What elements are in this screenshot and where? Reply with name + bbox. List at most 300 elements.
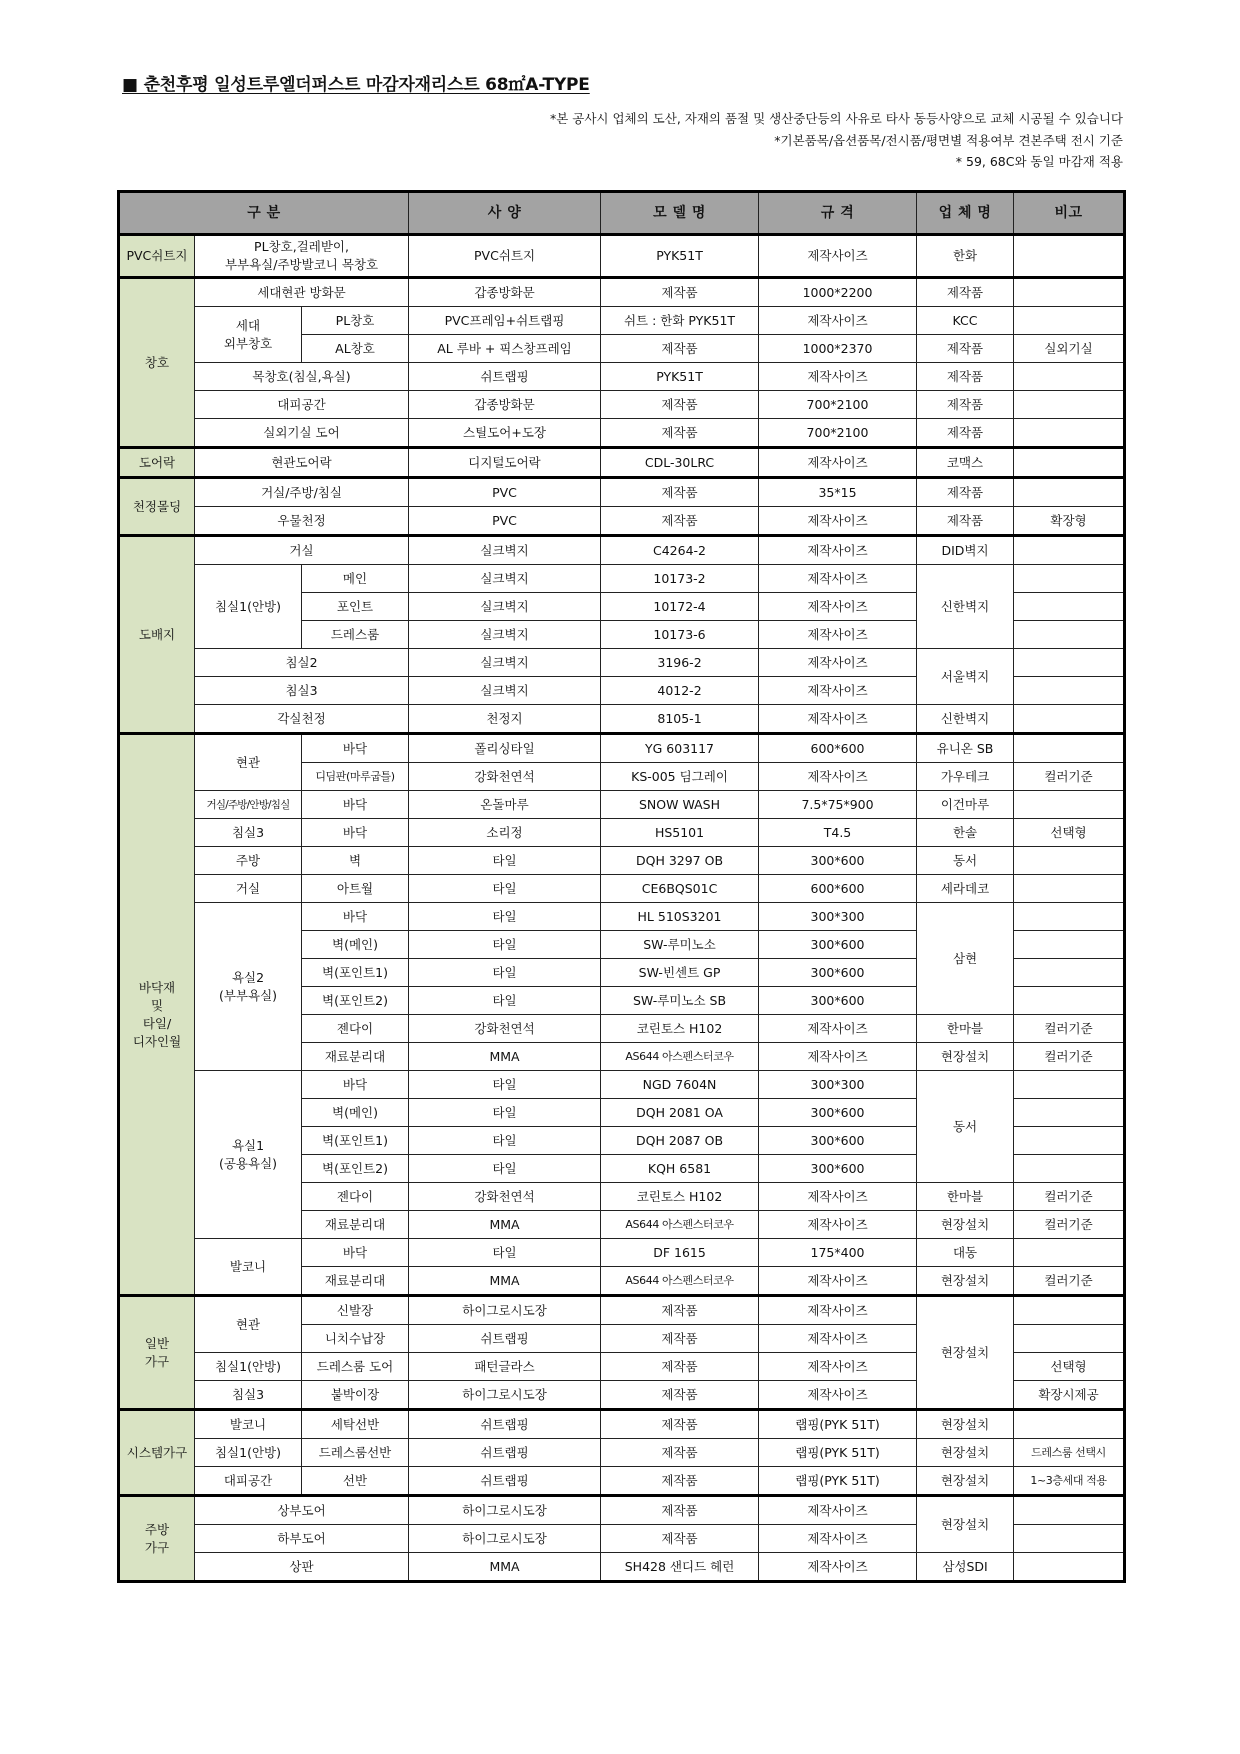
cell-vendor: 제작품 xyxy=(917,507,1014,536)
cell-spec: 실크벽지 xyxy=(409,565,601,593)
cell-vendor: DID벽지 xyxy=(917,536,1014,565)
cell-subdivision: 벽(포인트1) xyxy=(302,1127,409,1155)
cell-remark xyxy=(1014,959,1125,987)
cell-model: SNOW WASH xyxy=(601,791,759,819)
cell-spec: 실크벽지 xyxy=(409,536,601,565)
cell-model: SW-루미노소 xyxy=(601,931,759,959)
cell-vendor: 이건마루 xyxy=(917,791,1014,819)
table-row xyxy=(119,1296,1125,1325)
cell-model: AS644 아스펜스터코우 xyxy=(601,1267,759,1296)
table-row xyxy=(119,847,1125,875)
cell-division: 침실3 xyxy=(195,1381,302,1410)
cell-remark: 컬러기준 xyxy=(1014,1183,1125,1211)
cell-vendor: 삼성SDI xyxy=(917,1553,1014,1582)
cell-vendor: 동서 xyxy=(917,847,1014,875)
cell-subdivision: 메인 xyxy=(302,565,409,593)
cell-remark xyxy=(1014,1296,1125,1325)
cell-remark xyxy=(1014,1410,1125,1439)
cell-spec: 하이그로시도장 xyxy=(409,1496,601,1525)
cell-model: PYK51T xyxy=(601,235,759,278)
cell-model: AS644 아스펜스터코우 xyxy=(601,1211,759,1239)
cell-subdivision: 벽(메인) xyxy=(302,1099,409,1127)
header-remark: 비고 xyxy=(1014,192,1125,235)
cell-size: 제작사이즈 xyxy=(759,363,917,391)
cell-vendor: KCC xyxy=(917,307,1014,335)
cell-subdivision: 세탁선반 xyxy=(302,1410,409,1439)
cell-remark xyxy=(1014,1553,1125,1582)
cell-subdivision: 바닥 xyxy=(302,1071,409,1099)
cell-size: 300*300 xyxy=(759,903,917,931)
cell-vendor: 한솔 xyxy=(917,819,1014,847)
table-row xyxy=(119,307,1125,335)
cell-division: 욕실2 (부부욕실) xyxy=(195,903,302,1071)
cell-spec: PVC xyxy=(409,478,601,507)
cell-division: PL창호,걸레받이, 부부욕실/주방발코니 목창호 xyxy=(195,235,409,278)
cell-remark xyxy=(1014,419,1125,448)
cell-model: AS644 아스펜스터코우 xyxy=(601,1043,759,1071)
cell-vendor: 가우테크 xyxy=(917,763,1014,791)
cell-remark xyxy=(1014,1071,1125,1099)
cell-size: 7.5*75*900 xyxy=(759,791,917,819)
cell-division: 세대 외부창호 xyxy=(195,307,302,363)
cell-vendor: 동서 xyxy=(917,1071,1014,1183)
cell-subdivision: 바닥 xyxy=(302,819,409,847)
cell-size: 랩핑(PYK 51T) xyxy=(759,1439,917,1467)
cell-remark xyxy=(1014,593,1125,621)
cell-spec: 온돌마루 xyxy=(409,791,601,819)
cell-vendor: 현장설치 xyxy=(917,1439,1014,1467)
cell-division: 상판 xyxy=(195,1553,409,1582)
cell-remark: 선택형 xyxy=(1014,819,1125,847)
cell-remark xyxy=(1014,536,1125,565)
cell-model: 제작품 xyxy=(601,478,759,507)
cell-spec: 타일 xyxy=(409,931,601,959)
cell-remark xyxy=(1014,1099,1125,1127)
cell-division: 세대현관 방화문 xyxy=(195,278,409,307)
cell-subdivision: 벽(포인트2) xyxy=(302,1155,409,1183)
cell-size: 제작사이즈 xyxy=(759,448,917,478)
cell-vendor: 현장설치 xyxy=(917,1043,1014,1071)
page-title: ■ 춘천후평 일성트루엘더퍼스트 마감자재리스트 68㎡A-TYPE xyxy=(122,75,590,95)
cell-division: 현관 xyxy=(195,1296,302,1353)
cell-remark xyxy=(1014,363,1125,391)
header-division: 구 분 xyxy=(119,192,409,235)
cell-remark xyxy=(1014,278,1125,307)
cell-model: SH428 샌디드 헤런 xyxy=(601,1553,759,1582)
table-row xyxy=(119,875,1125,903)
cell-model: 10173-6 xyxy=(601,621,759,649)
cell-size: 제작사이즈 xyxy=(759,1553,917,1582)
cell-spec: 폴리싱타일 xyxy=(409,734,601,763)
cell-spec: MMA xyxy=(409,1553,601,1582)
notes xyxy=(550,108,1123,173)
cell-model: DF 1615 xyxy=(601,1239,759,1267)
section-label: PVC쉬트지 xyxy=(119,235,195,278)
cell-division: 우물천정 xyxy=(195,507,409,536)
cell-size: 300*600 xyxy=(759,959,917,987)
cell-spec: 쉬트랩핑 xyxy=(409,1439,601,1467)
cell-size: 제작사이즈 xyxy=(759,307,917,335)
cell-remark xyxy=(1014,931,1125,959)
cell-size: 제작사이즈 xyxy=(759,565,917,593)
cell-subdivision: 바닥 xyxy=(302,734,409,763)
cell-spec: 디지털도어락 xyxy=(409,448,601,478)
table-row xyxy=(119,448,1125,478)
note-line: *본 공사시 업체의 도산, 자재의 품절 및 생산중단등의 사유로 타사 동등사양으로 교체 시공될 수 있습니다 xyxy=(549,111,1123,126)
cell-size: 랩핑(PYK 51T) xyxy=(759,1410,917,1439)
cell-remark: 컬러기준 xyxy=(1014,763,1125,791)
cell-subdivision: 디딤판(마루굽틀) xyxy=(302,763,409,791)
cell-subdivision: AL창호 xyxy=(302,335,409,363)
cell-size: 제작사이즈 xyxy=(759,1183,917,1211)
note-line: * 59, 68C와 동일 마감재 적용 xyxy=(955,154,1123,169)
cell-spec: 갑종방화문 xyxy=(409,278,601,307)
cell-spec: 타일 xyxy=(409,987,601,1015)
cell-subdivision: 아트월 xyxy=(302,875,409,903)
cell-remark xyxy=(1014,621,1125,649)
cell-size: 제작사이즈 xyxy=(759,1211,917,1239)
cell-model: 3196-2 xyxy=(601,649,759,677)
cell-spec: 천정지 xyxy=(409,705,601,734)
cell-model: 제작품 xyxy=(601,1410,759,1439)
cell-vendor: 제작품 xyxy=(917,363,1014,391)
cell-model: SW-루미노소 SB xyxy=(601,987,759,1015)
cell-remark: 컬러기준 xyxy=(1014,1211,1125,1239)
cell-subdivision: 드레스룸 도어 xyxy=(302,1353,409,1381)
cell-remark xyxy=(1014,649,1125,677)
cell-vendor: 현장설치 xyxy=(917,1296,1014,1410)
cell-remark xyxy=(1014,1525,1125,1553)
cell-model: C4264-2 xyxy=(601,536,759,565)
cell-spec: 타일 xyxy=(409,1239,601,1267)
cell-spec: 스틸도어+도장 xyxy=(409,419,601,448)
cell-subdivision: 재료분리대 xyxy=(302,1043,409,1071)
cell-subdivision: 드레스룸선반 xyxy=(302,1439,409,1467)
cell-subdivision: 니치수납장 xyxy=(302,1325,409,1353)
cell-spec: 패턴글라스 xyxy=(409,1353,601,1381)
table-row xyxy=(119,649,1125,677)
cell-model: PYK51T xyxy=(601,363,759,391)
cell-division: 거실/주방/안방/침실 xyxy=(195,791,302,819)
cell-vendor: 유니온 SB xyxy=(917,734,1014,763)
cell-subdivision: 바닥 xyxy=(302,903,409,931)
cell-spec: 소리정 xyxy=(409,819,601,847)
cell-size: 300*600 xyxy=(759,1155,917,1183)
cell-remark xyxy=(1014,1155,1125,1183)
table-row xyxy=(119,278,1125,307)
cell-size: 600*600 xyxy=(759,734,917,763)
cell-model: 코린토스 H102 xyxy=(601,1183,759,1211)
cell-model: 쉬트 : 한화 PYK51T xyxy=(601,307,759,335)
cell-remark xyxy=(1014,448,1125,478)
cell-size: 제작사이즈 xyxy=(759,621,917,649)
cell-remark: 컬러기준 xyxy=(1014,1267,1125,1296)
section-label: 바닥재 및 타일/ 디자인월 xyxy=(119,734,195,1296)
cell-spec: 타일 xyxy=(409,1127,601,1155)
section-label: 일반 가구 xyxy=(119,1296,195,1410)
cell-spec: 실크벽지 xyxy=(409,593,601,621)
table-row xyxy=(119,507,1125,536)
cell-remark xyxy=(1014,987,1125,1015)
cell-spec: 타일 xyxy=(409,903,601,931)
header-size: 규 격 xyxy=(759,192,917,235)
cell-vendor: 현장설치 xyxy=(917,1211,1014,1239)
cell-spec: 쉬트랩핑 xyxy=(409,1467,601,1496)
cell-remark xyxy=(1014,565,1125,593)
cell-size: 제작사이즈 xyxy=(759,235,917,278)
cell-size: 제작사이즈 xyxy=(759,1525,917,1553)
cell-vendor: 대동 xyxy=(917,1239,1014,1267)
cell-size: T4.5 xyxy=(759,819,917,847)
cell-division: 대피공간 xyxy=(195,391,409,419)
cell-spec: 쉬트랩핑 xyxy=(409,1325,601,1353)
cell-spec: 쉬트랩핑 xyxy=(409,363,601,391)
cell-subdivision: 벽 xyxy=(302,847,409,875)
cell-remark: 컬러기준 xyxy=(1014,1043,1125,1071)
cell-remark: 확장시제공 xyxy=(1014,1381,1125,1410)
cell-vendor: 제작품 xyxy=(917,335,1014,363)
cell-vendor: 제작품 xyxy=(917,278,1014,307)
cell-division: 현관도어락 xyxy=(195,448,409,478)
cell-remark xyxy=(1014,734,1125,763)
cell-model: CE6BQS01C xyxy=(601,875,759,903)
cell-model: 제작품 xyxy=(601,1296,759,1325)
cell-remark xyxy=(1014,791,1125,819)
cell-size: 300*600 xyxy=(759,847,917,875)
cell-vendor: 현장설치 xyxy=(917,1410,1014,1439)
cell-size: 제작사이즈 xyxy=(759,536,917,565)
cell-model: HL 510S3201 xyxy=(601,903,759,931)
table-row xyxy=(119,734,1125,763)
cell-size: 제작사이즈 xyxy=(759,1353,917,1381)
cell-spec: 하이그로시도장 xyxy=(409,1381,601,1410)
cell-division: 실외기실 도어 xyxy=(195,419,409,448)
cell-model: 제작품 xyxy=(601,1325,759,1353)
cell-spec: 강화천연석 xyxy=(409,1015,601,1043)
cell-size: 제작사이즈 xyxy=(759,1325,917,1353)
table-row xyxy=(119,1410,1125,1439)
cell-model: 10172-4 xyxy=(601,593,759,621)
cell-model: 코린토스 H102 xyxy=(601,1015,759,1043)
cell-model: 제작품 xyxy=(601,1467,759,1496)
cell-subdivision: 젠다이 xyxy=(302,1015,409,1043)
cell-vendor: 삼현 xyxy=(917,903,1014,1015)
cell-division: 침실2 xyxy=(195,649,409,677)
table-row xyxy=(119,1467,1125,1496)
cell-division: 목창호(침실,욕실) xyxy=(195,363,409,391)
table-row xyxy=(119,1496,1125,1525)
cell-spec: 실크벽지 xyxy=(409,621,601,649)
cell-vendor: 제작품 xyxy=(917,478,1014,507)
cell-spec: 쉬트랩핑 xyxy=(409,1410,601,1439)
note-line: *기본품목/옵션품목/전시품/평면별 적용여부 견본주택 전시 기준 xyxy=(774,132,1123,148)
cell-spec: 강화천연석 xyxy=(409,763,601,791)
cell-model: 제작품 xyxy=(601,1353,759,1381)
cell-remark: 컬러기준 xyxy=(1014,1015,1125,1043)
cell-division: 침실1(안방) xyxy=(195,565,302,649)
cell-division: 침실3 xyxy=(195,677,409,705)
cell-spec: 갑종방화문 xyxy=(409,391,601,419)
cell-spec: MMA xyxy=(409,1043,601,1071)
cell-model: DQH 2087 OB xyxy=(601,1127,759,1155)
cell-size: 300*600 xyxy=(759,1127,917,1155)
cell-remark xyxy=(1014,478,1125,507)
cell-subdivision: 선반 xyxy=(302,1467,409,1496)
header-vendor: 업 체 명 xyxy=(917,192,1014,235)
cell-model: NGD 7604N xyxy=(601,1071,759,1099)
cell-model: KS-005 딤그레이 xyxy=(601,763,759,791)
cell-subdivision: 신발장 xyxy=(302,1296,409,1325)
cell-spec: AL 루바 + 픽스창프레임 xyxy=(409,335,601,363)
cell-model: CDL-30LRC xyxy=(601,448,759,478)
section-label: 시스템가구 xyxy=(119,1410,195,1496)
cell-model: YG 603117 xyxy=(601,734,759,763)
cell-size: 700*2100 xyxy=(759,391,917,419)
cell-vendor: 제작품 xyxy=(917,419,1014,448)
cell-remark xyxy=(1014,1127,1125,1155)
cell-division: 주방 xyxy=(195,847,302,875)
table-row xyxy=(119,536,1125,565)
cell-remark xyxy=(1014,1325,1125,1353)
cell-division: 하부도어 xyxy=(195,1525,409,1553)
cell-remark: 드레스룸 선택시 xyxy=(1014,1439,1125,1467)
cell-size: 제작사이즈 xyxy=(759,1296,917,1325)
section-label: 도배지 xyxy=(119,536,195,734)
cell-size: 300*600 xyxy=(759,987,917,1015)
cell-spec: 실크벽지 xyxy=(409,677,601,705)
cell-remark xyxy=(1014,1239,1125,1267)
table-row xyxy=(119,478,1125,507)
cell-size: 600*600 xyxy=(759,875,917,903)
header-spec: 사 양 xyxy=(409,192,601,235)
cell-remark xyxy=(1014,391,1125,419)
material-list-table xyxy=(117,190,1126,1583)
cell-spec: 하이그로시도장 xyxy=(409,1296,601,1325)
header-model: 모 델 명 xyxy=(601,192,759,235)
cell-model: DQH 3297 OB xyxy=(601,847,759,875)
cell-vendor: 세라데코 xyxy=(917,875,1014,903)
cell-remark xyxy=(1014,235,1125,278)
cell-spec: 타일 xyxy=(409,959,601,987)
cell-vendor: 서울벽지 xyxy=(917,649,1014,705)
cell-division: 침실1(안방) xyxy=(195,1353,302,1381)
cell-remark: 실외기실 xyxy=(1014,335,1125,363)
cell-vendor: 제작품 xyxy=(917,391,1014,419)
cell-subdivision: 드레스룸 xyxy=(302,621,409,649)
cell-division: 상부도어 xyxy=(195,1496,409,1525)
table-row xyxy=(119,791,1125,819)
cell-size: 700*2100 xyxy=(759,419,917,448)
cell-size: 제작사이즈 xyxy=(759,593,917,621)
cell-subdivision: 바닥 xyxy=(302,1239,409,1267)
cell-vendor: 한화 xyxy=(917,235,1014,278)
cell-division: 거실 xyxy=(195,875,302,903)
cell-division: 욕실1 (공용욕실) xyxy=(195,1071,302,1239)
cell-division: 대피공간 xyxy=(195,1467,302,1496)
cell-subdivision: 포인트 xyxy=(302,593,409,621)
cell-subdivision: 벽(메인) xyxy=(302,931,409,959)
cell-model: 제작품 xyxy=(601,1525,759,1553)
cell-spec: 실크벽지 xyxy=(409,649,601,677)
cell-remark xyxy=(1014,1496,1125,1525)
cell-remark xyxy=(1014,903,1125,931)
cell-remark xyxy=(1014,875,1125,903)
cell-remark xyxy=(1014,677,1125,705)
cell-spec: 타일 xyxy=(409,1099,601,1127)
cell-model: 제작품 xyxy=(601,391,759,419)
cell-subdivision: 바닥 xyxy=(302,791,409,819)
cell-division: 거실 xyxy=(195,536,409,565)
section-label: 도어락 xyxy=(119,448,195,478)
table-row xyxy=(119,235,1125,278)
cell-size: 제작사이즈 xyxy=(759,705,917,734)
cell-subdivision: 붙박이장 xyxy=(302,1381,409,1410)
cell-remark: 1~3층세대 적용 xyxy=(1014,1467,1125,1496)
cell-size: 제작사이즈 xyxy=(759,649,917,677)
cell-vendor: 신한벽지 xyxy=(917,565,1014,649)
cell-spec: MMA xyxy=(409,1267,601,1296)
cell-remark xyxy=(1014,307,1125,335)
section-label: 창호 xyxy=(119,278,195,448)
cell-model: SW-빈센트 GP xyxy=(601,959,759,987)
cell-size: 300*300 xyxy=(759,1071,917,1099)
cell-spec: 타일 xyxy=(409,847,601,875)
cell-spec: PVC xyxy=(409,507,601,536)
cell-spec: 강화천연석 xyxy=(409,1183,601,1211)
table-row xyxy=(119,819,1125,847)
cell-model: 제작품 xyxy=(601,419,759,448)
cell-vendor: 한마블 xyxy=(917,1183,1014,1211)
cell-remark: 선택형 xyxy=(1014,1353,1125,1381)
cell-model: 제작품 xyxy=(601,335,759,363)
cell-size: 1000*2370 xyxy=(759,335,917,363)
table-row xyxy=(119,1553,1125,1582)
table-row xyxy=(119,1071,1125,1099)
cell-spec: 타일 xyxy=(409,875,601,903)
cell-size: 제작사이즈 xyxy=(759,1015,917,1043)
cell-size: 175*400 xyxy=(759,1239,917,1267)
cell-vendor: 신한벽지 xyxy=(917,705,1014,734)
cell-division: 현관 xyxy=(195,734,302,791)
table-row xyxy=(119,705,1125,734)
table-row xyxy=(119,363,1125,391)
cell-spec: 하이그로시도장 xyxy=(409,1525,601,1553)
table-row xyxy=(119,419,1125,448)
cell-vendor: 현장설치 xyxy=(917,1467,1014,1496)
cell-vendor: 현장설치 xyxy=(917,1267,1014,1296)
cell-size: 제작사이즈 xyxy=(759,1496,917,1525)
cell-remark: 확장형 xyxy=(1014,507,1125,536)
cell-spec: 타일 xyxy=(409,1071,601,1099)
table-row xyxy=(119,1439,1125,1467)
cell-size: 제작사이즈 xyxy=(759,677,917,705)
cell-vendor: 현장설치 xyxy=(917,1496,1014,1553)
section-label: 주방 가구 xyxy=(119,1496,195,1582)
table-row xyxy=(119,391,1125,419)
section-label: 천정몰딩 xyxy=(119,478,195,536)
cell-subdivision: 벽(포인트1) xyxy=(302,959,409,987)
cell-model: 제작품 xyxy=(601,1439,759,1467)
cell-remark xyxy=(1014,705,1125,734)
cell-size: 제작사이즈 xyxy=(759,763,917,791)
cell-spec: PVC쉬트지 xyxy=(409,235,601,278)
cell-model: DQH 2081 OA xyxy=(601,1099,759,1127)
cell-vendor: 코맥스 xyxy=(917,448,1014,478)
cell-model: KQH 6581 xyxy=(601,1155,759,1183)
cell-subdivision: PL창호 xyxy=(302,307,409,335)
cell-model: HS5101 xyxy=(601,819,759,847)
cell-size: 제작사이즈 xyxy=(759,1381,917,1410)
